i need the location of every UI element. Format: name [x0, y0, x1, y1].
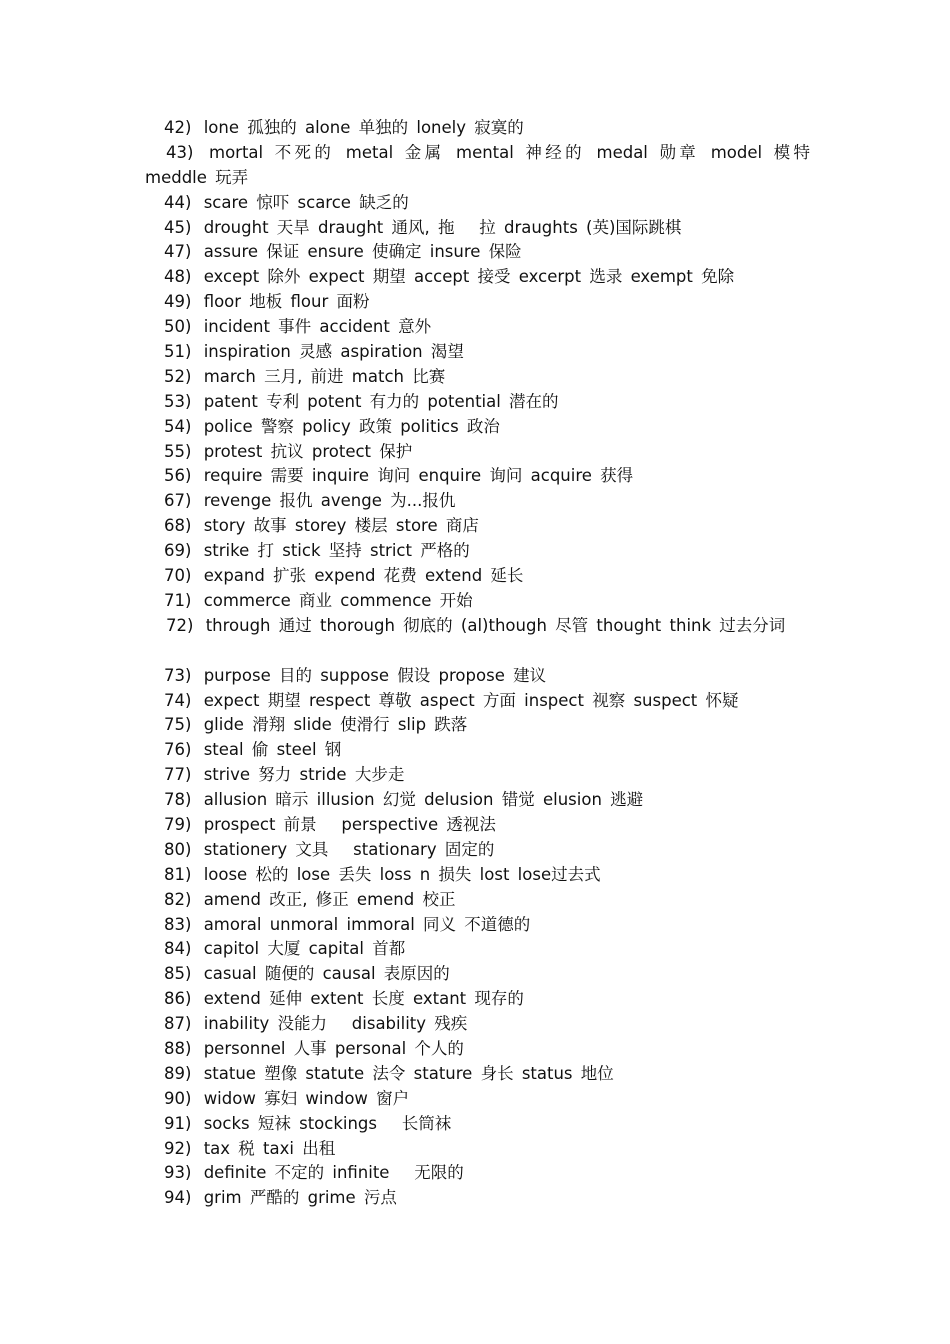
list-item — [145, 290, 810, 315]
list-item — [145, 464, 810, 489]
list-item — [145, 240, 810, 265]
entry-number: 92) — [164, 1138, 192, 1158]
list-item — [145, 788, 810, 813]
list-item — [145, 514, 810, 539]
list-item — [145, 1137, 810, 1162]
entry-number: 69) — [164, 541, 192, 561]
word-list — [145, 116, 810, 1211]
list-item — [145, 1161, 810, 1186]
entry-text: allusion 暗示 illusion 幻觉 delusion 错觉 elusion 逃避 — [203, 790, 644, 810]
entry-number: 77) — [164, 765, 192, 785]
entry-text: strike 打 stick 坚持 strict 严格的 — [203, 541, 470, 561]
entry-text: inability 没能力 disability 残疾 — [203, 1014, 468, 1034]
list-item — [145, 315, 810, 340]
entry-text: march 三月, 前进 match 比赛 — [203, 366, 446, 386]
entry-number: 47) — [164, 242, 192, 262]
list-item — [145, 191, 810, 216]
entry-text: extend 延伸 extent 长度 extant 现存的 — [203, 989, 524, 1009]
list-item — [145, 738, 810, 763]
list-item — [145, 937, 810, 962]
list-item — [145, 589, 810, 614]
entry-number: 67) — [164, 491, 192, 511]
entry-text: require 需要 inquire 询问 enquire 询问 acquire 获得 — [203, 466, 634, 486]
list-item — [145, 539, 810, 564]
list-item — [145, 1062, 810, 1087]
entry-text: amend 改正, 修正 emend 校正 — [203, 889, 456, 909]
entry-text: steal 偷 steel 钢 — [203, 740, 342, 760]
entry-number: 48) — [164, 267, 192, 287]
entry-number: 81) — [164, 864, 192, 884]
entry-number: 94) — [164, 1188, 192, 1208]
entry-number: 80) — [164, 839, 192, 859]
entry-number: 82) — [164, 889, 192, 909]
entry-text: loose 松的 lose 丢失 loss n 损失 lost lose过去式 — [203, 864, 601, 884]
entry-text: strive 努力 stride 大步走 — [203, 765, 405, 785]
entry-text: socks 短袜 stockings 长筒袜 — [203, 1113, 452, 1133]
entry-number: 73) — [164, 665, 192, 685]
entry-text: scare 惊吓 scarce 缺乏的 — [203, 192, 409, 212]
entry-number: 70) — [164, 566, 192, 586]
list-item — [145, 216, 810, 241]
entry-number: 51) — [164, 342, 192, 362]
list-item — [145, 489, 810, 514]
list-item — [145, 1037, 810, 1062]
entry-number: 71) — [164, 590, 192, 610]
list-item — [145, 838, 810, 863]
entry-text: commerce 商业 commence 开始 — [203, 590, 473, 610]
list-item — [145, 813, 810, 838]
entry-number: 49) — [164, 292, 192, 312]
entry-number: 42) — [164, 118, 192, 137]
list-item — [145, 664, 810, 689]
entry-text: expect 期望 respect 尊敬 aspect 方面 inspect 视察 suspect 怀疑 — [203, 690, 739, 710]
entry-text: grim 严酷的 grime 污点 — [203, 1188, 397, 1208]
entry-text: personnel 人事 personal 个人的 — [203, 1038, 464, 1058]
list-item — [145, 614, 810, 664]
entry-text: incident 事件 accident 意外 — [203, 317, 432, 337]
entry-number: 45) — [164, 217, 192, 237]
entry-number: 86) — [164, 989, 192, 1009]
entry-number: 56) — [164, 466, 192, 486]
entry-text: prospect 前景 perspective 透视法 — [203, 814, 496, 834]
entry-number: 53) — [164, 391, 192, 411]
entry-number: 89) — [164, 1063, 192, 1083]
entry-text: glide 滑翔 slide 使滑行 slip 跌落 — [203, 715, 468, 735]
entry-text: definite 不定的 infinite 无限的 — [203, 1163, 464, 1183]
entry-text: protest 抗议 protect 保护 — [203, 441, 413, 461]
list-item — [145, 962, 810, 987]
list-item — [145, 564, 810, 589]
entry-text: tax 税 taxi 出租 — [203, 1138, 336, 1158]
entry-number: 76) — [164, 740, 192, 760]
list-item — [145, 763, 810, 788]
entry-text: lone 孤独的 alone 单独的 lonely 寂寞的 — [203, 118, 524, 137]
entry-number: 74) — [164, 690, 192, 710]
list-item — [145, 141, 810, 191]
list-item — [145, 987, 810, 1012]
list-item — [145, 415, 810, 440]
entry-text: mortal 不死的 metal 金属 mental 神经的 medal 勋章 model 模特 meddle 玩弄 — [145, 142, 810, 187]
entry-number: 50) — [164, 317, 192, 337]
entry-text: except 除外 expect 期望 accept 接受 excerpt 选录 exempt 免除 — [203, 267, 735, 287]
entry-number: 52) — [164, 366, 192, 386]
entry-number: 83) — [164, 914, 192, 934]
entry-number: 87) — [164, 1014, 192, 1034]
entry-number: 55) — [164, 441, 192, 461]
list-item — [145, 1087, 810, 1112]
list-item — [145, 1112, 810, 1137]
entry-number: 85) — [164, 964, 192, 984]
list-item — [145, 1186, 810, 1211]
entry-text: assure 保证 ensure 使确定 insure 保险 — [203, 242, 522, 262]
entry-text: amoral unmoral immoral 同义 不道德的 — [203, 914, 531, 934]
entry-number: 75) — [164, 715, 192, 735]
entry-number: 79) — [164, 814, 192, 834]
entry-text: inspiration 灵感 aspiration 渴望 — [203, 342, 464, 362]
list-item — [145, 265, 810, 290]
entry-text: drought 天旱 draught 通风, 拖 拉 draughts (英)国际跳棋 — [203, 217, 682, 237]
entry-text: expand 扩张 expend 花费 extend 延长 — [203, 566, 524, 586]
entry-text: casual 随便的 causal 表原因的 — [203, 964, 450, 984]
entry-number: 78) — [164, 790, 192, 810]
list-item — [145, 689, 810, 714]
entry-number: 93) — [164, 1163, 192, 1183]
list-item — [145, 340, 810, 365]
entry-number: 90) — [164, 1088, 192, 1108]
entry-text: revenge 报仇 avenge 为...报仇 — [203, 491, 456, 511]
list-item — [145, 713, 810, 738]
entry-text: patent 专利 potent 有力的 potential 潜在的 — [203, 391, 559, 411]
list-item — [145, 1012, 810, 1037]
entry-number: 54) — [164, 416, 192, 436]
list-item — [145, 390, 810, 415]
entry-text: capitol 大厦 capital 首都 — [203, 939, 406, 959]
entry-text: floor 地板 flour 面粉 — [203, 292, 370, 312]
entry-text: statue 塑像 statute 法令 stature 身长 status 地位 — [203, 1063, 614, 1083]
entry-text: story 故事 storey 楼层 store 商店 — [203, 516, 479, 536]
entry-text: stationery 文具 stationary 固定的 — [203, 839, 495, 859]
entry-number: 44) — [164, 192, 192, 212]
entry-text: through 通过 thorough 彻底的 (al)though 尽管 thought think 过去分词 — [205, 615, 786, 635]
list-item — [145, 440, 810, 465]
entry-number: 84) — [164, 939, 192, 959]
entry-number: 88) — [164, 1038, 192, 1058]
list-item — [145, 863, 810, 888]
list-item — [145, 913, 810, 938]
entry-text: purpose 目的 suppose 假设 propose 建议 — [203, 665, 547, 685]
list-item — [145, 888, 810, 913]
entry-text: widow 寡妇 window 窗户 — [203, 1088, 410, 1108]
entry-number: 72) — [166, 615, 194, 635]
entry-number: 91) — [164, 1113, 192, 1133]
entry-text: police 警察 policy 政策 politics 政治 — [203, 416, 500, 436]
list-item — [145, 365, 810, 390]
entry-number: 43) — [166, 142, 194, 162]
entry-number: 68) — [164, 516, 192, 536]
list-item — [145, 116, 810, 141]
